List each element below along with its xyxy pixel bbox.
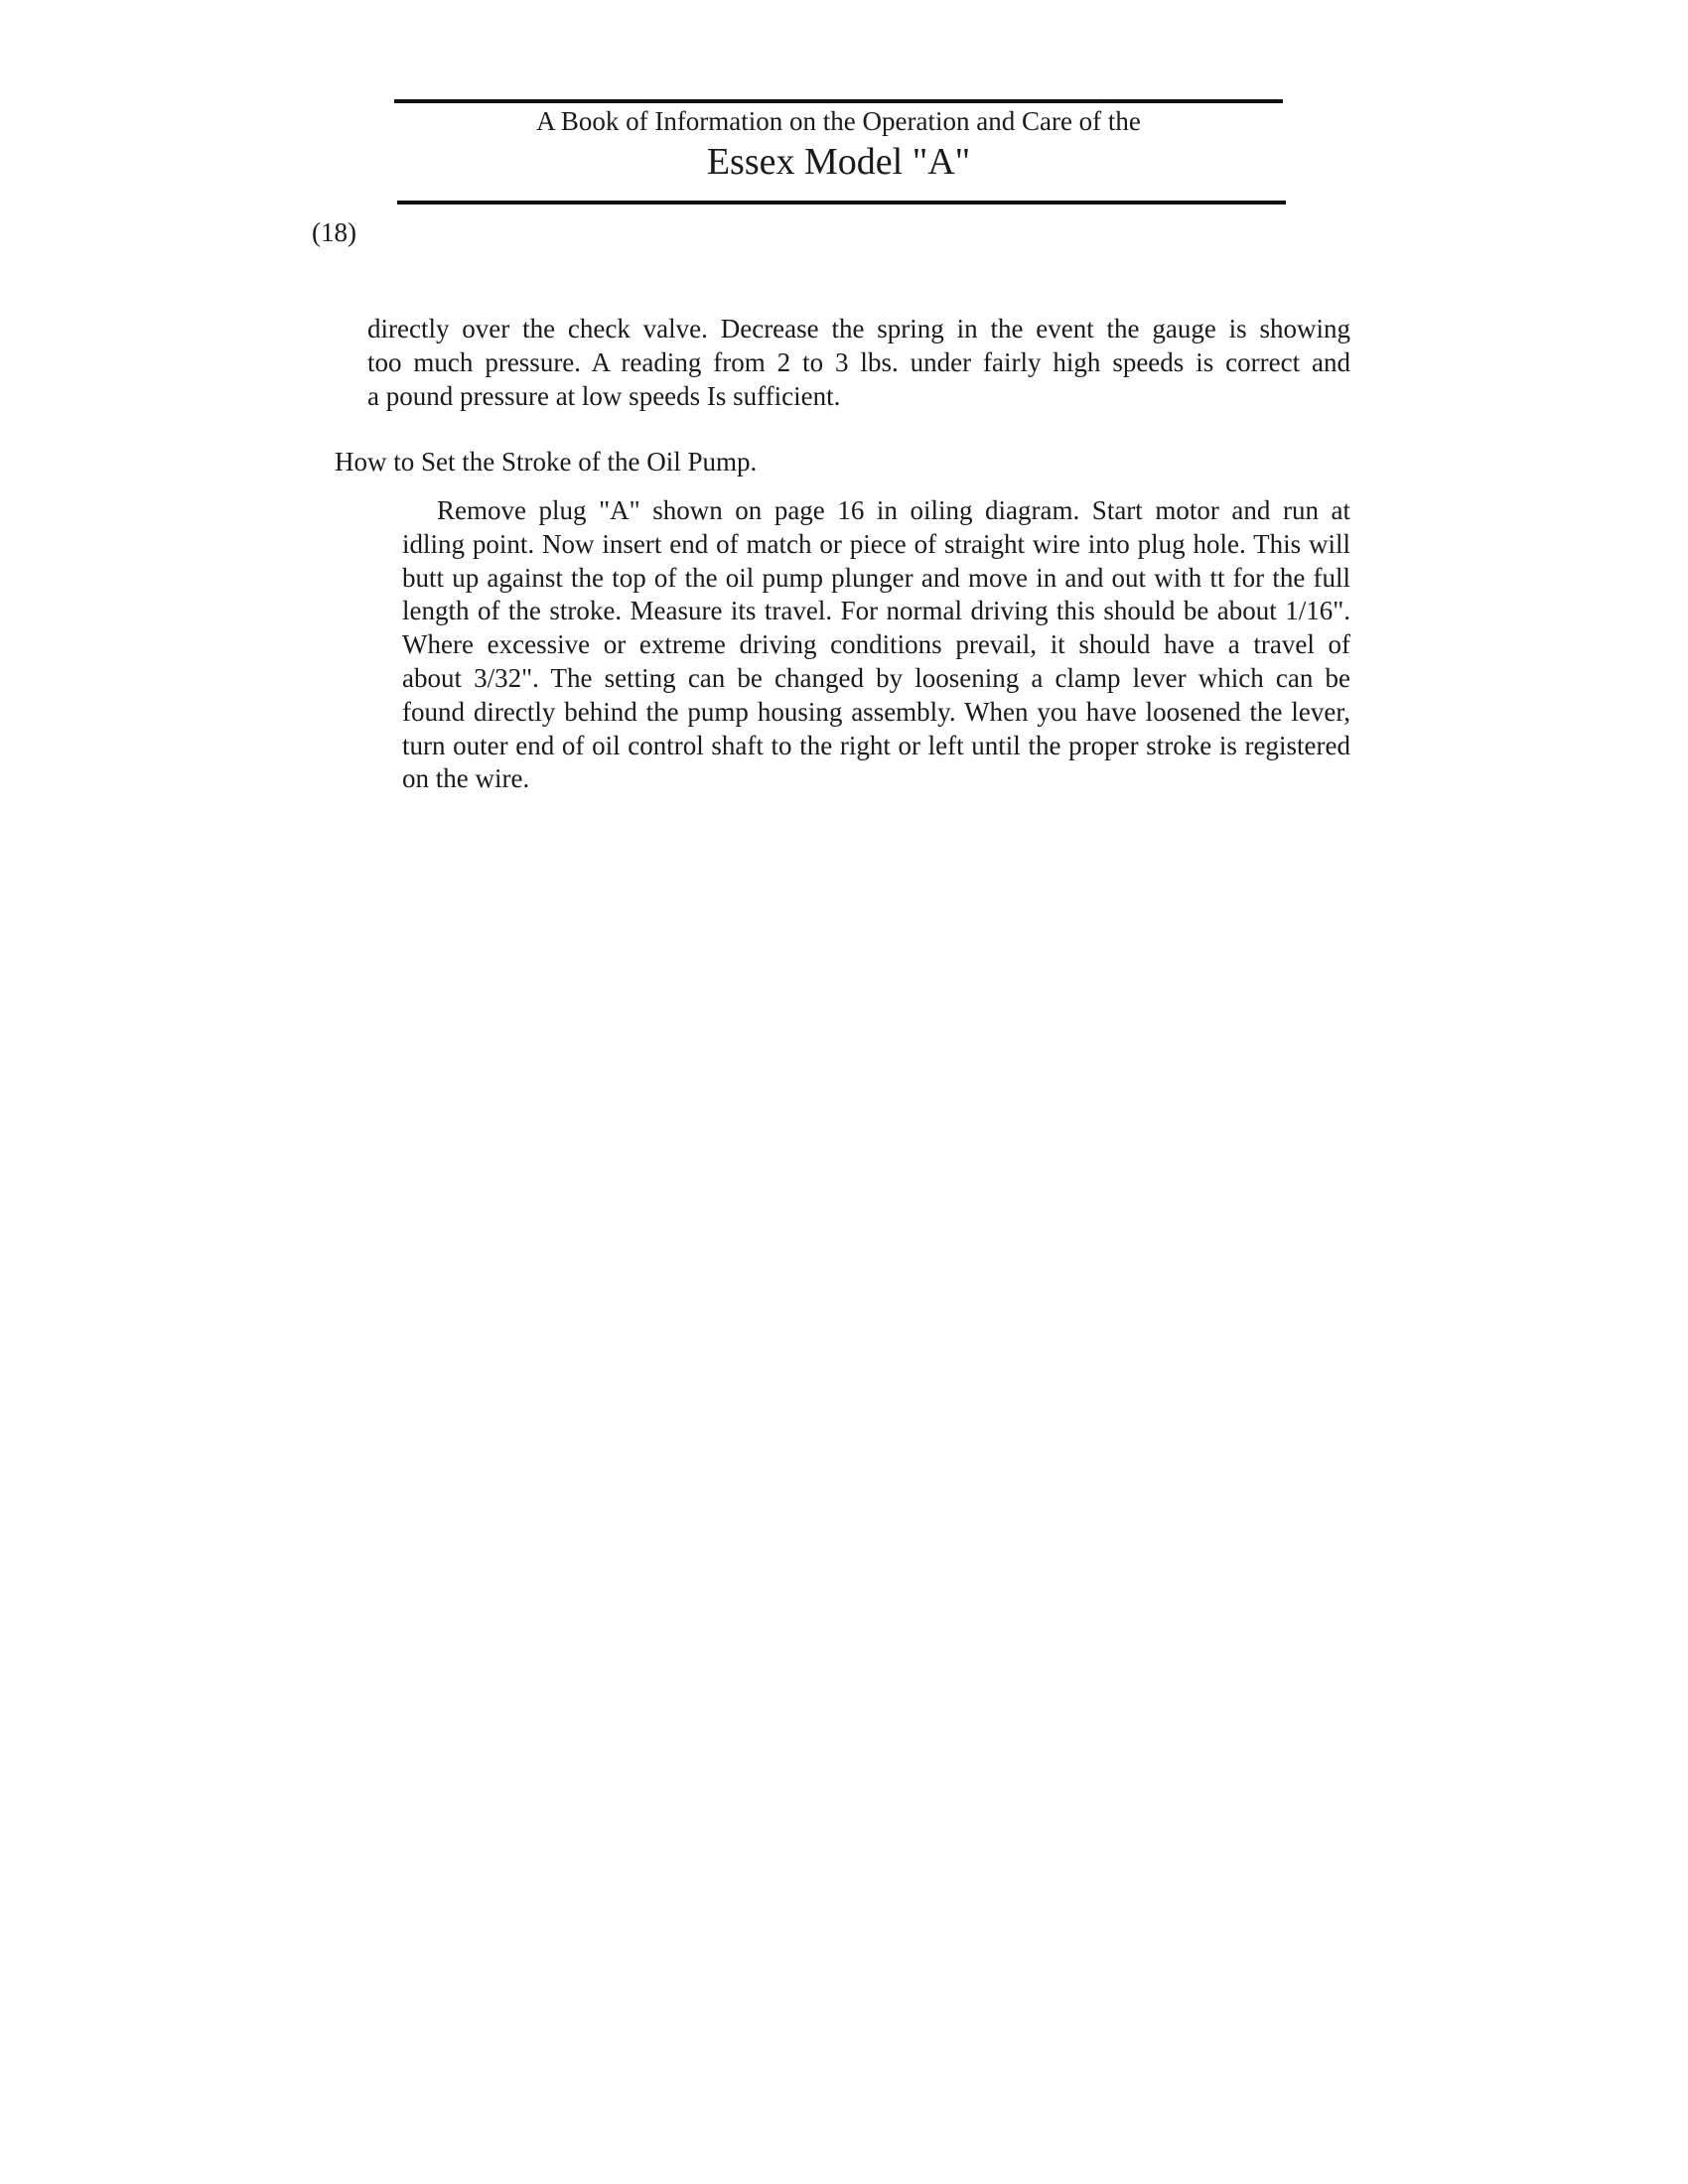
paragraph-line: directly over the check valve. Decrease the spring in the event the gauge is showing <box>367 314 1350 343</box>
paragraph-line: butt up against the top of the oil pump plunger and move in and out with tt for the full <box>402 562 1350 593</box>
header-bottom-rule <box>397 201 1286 205</box>
paragraph-line: a pound pressure at low speeds Is sufficient. <box>367 380 841 411</box>
paragraph-line: too much pressure. A reading from 2 to 3 lbs. under fairly high speeds is correct and <box>367 346 1350 377</box>
paragraph-line: turn outer end of oil control shaft to the right or left until the proper stroke is registered <box>402 730 1350 760</box>
paragraph-line: Where excessive or extreme driving conditions prevail, it should have a travel of <box>402 629 1350 660</box>
section-heading: How to Set the Stroke of the Oil Pump. <box>335 447 758 477</box>
paragraph-oil-pump-stroke <box>367 494 1350 796</box>
paragraph-line: length of the stroke. Measure its travel. For normal driving this should be about 1/16". <box>402 596 1350 626</box>
running-header-model: Essex Model "A" <box>706 141 971 183</box>
paragraph-line: about 3/32". The setting can be changed by loosening a clamp lever which can be <box>402 662 1350 693</box>
running-header-title: A Book of Information on the Operation and Care of the <box>536 106 1141 136</box>
page-number: (18) <box>312 217 356 247</box>
paragraph-line: Remove plug "A" shown on page 16 in oiling diagram. Start motor and run at <box>437 495 1350 525</box>
paragraph-line: on the wire. <box>402 763 530 794</box>
paragraph-continued <box>367 313 1350 413</box>
paragraph-line: found directly behind the pump housing assembly. When you have loosened the lever, <box>402 696 1350 727</box>
paragraph-line: idling point. Now insert end of match or piece of straight wire into plug hole. This will <box>402 528 1350 559</box>
header-top-rule <box>394 99 1283 103</box>
